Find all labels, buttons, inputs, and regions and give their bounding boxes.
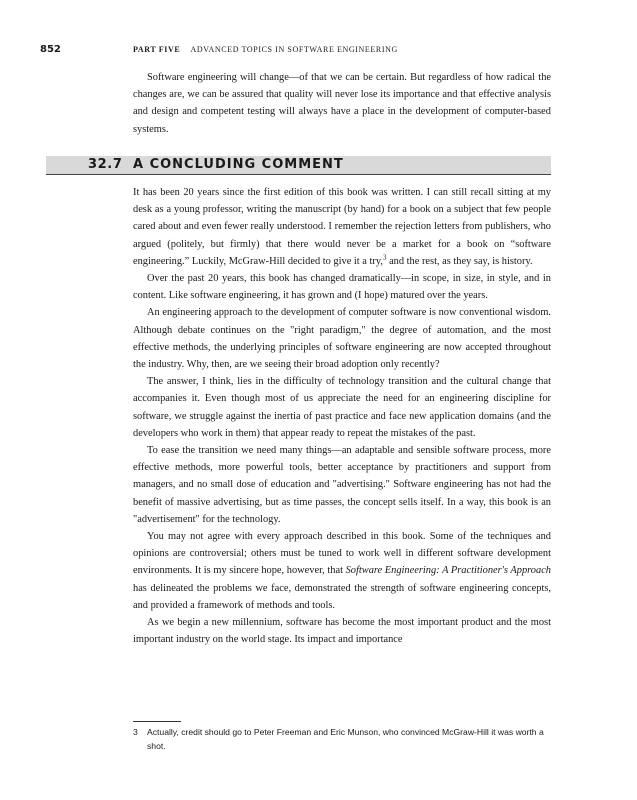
paragraph-1-tail: and the rest, as they say, is history. [386,255,533,267]
running-head [133,45,398,54]
intro-paragraph: Software engineering will change—of that we can be certain. But regardless of how radical the changes are, we can be assured that quality will never lose its importance and that effective analysis and design and competent testing will always have a place in the development of computer-based systems. [133,72,551,135]
section-heading [46,156,551,175]
footnote-rule [133,721,181,722]
footnote-text: Actually, credit should go to Peter Freeman and Eric Munson, who convinced McGraw-Hill it was worth a shot. [147,727,544,751]
paragraph-1 [133,184,551,270]
paragraph-2: Over the past 20 years, this book has changed dramatically—in scope, in size, in style, and in content. Like software engineering, it has grown and (I hope) matured over the years. [133,273,551,302]
paragraph-5: To ease the transition we need many things—an adaptable and sensible software process, more effective methods, more powerful tools, better acceptance by practitioners and support from managers, and no small dose of education and "advertising." Software engineering has not had the benefit of massive advertising, but as time passes, the concept sells itself. In a way, this book is an "advertisement" for the technology. [133,445,551,525]
paragraph-3: An engineering approach to the development of computer software is now conventional wisdom. Although debate continues on the "right paradigm," the degree of automation, and the most effective methods, the underlying principles of software engineering are now accepted throughout the industry. Why, then, are we seeing their broad adoption only recently? [133,307,551,371]
paragraph-6 [133,528,551,614]
part-title: ADVANCED TOPICS IN SOFTWARE ENGINEERING [190,45,398,54]
footnote [133,725,551,753]
paragraph-7: As we begin a new millennium, software has become the most important product and the most important industry on the world stage. Its impact and importance [133,617,551,646]
paragraph-6-text: You may not agree with every approach described in this book. Some of the techniques and opinions are controversial; others must be tuned to work well in different software development environments. It is my sincere hope, however, that [133,531,551,577]
footnote-reference: 3 [382,253,387,262]
paragraph-6-tail: has delineated the problems we face, demonstrated the strength of software engineering concepts, and provided a framework of methods and tools. [133,582,551,611]
intro-text [133,69,551,138]
page-number: 852 [40,44,61,55]
paragraph-4: The answer, I think, lies in the difficulty of technology transition and the cultural change that accompanies it. Even though most of us appreciate the need for an engineering discipline for software, we struggle against the inertia of past practice and face new application domains (and the developers who work in them) that appear ready to repeat the mistakes of the past. [133,376,551,439]
section-title: A CONCLUDING COMMENT [133,157,344,172]
section-body [133,184,551,648]
paragraph-1-text: It has been 20 years since the first edition of this book was written. I can still recall sitting at my desk as a young professor, writing the manuscript (by hand) for a book on a subject that few people cared about and even fewer really understood. I remember the rejection letters from publishers, who argued (politely, but firmly) that there would never be a market for a book on “software engineering.” Luckily, McGraw-Hill decided to give it a try, [133,187,551,267]
part-label: PART FIVE [133,45,181,54]
book-title: Software Engineering: A Practitioner's Approach [345,565,551,577]
section-number: 32.7 [88,157,123,172]
footnote-mark: 3 [133,727,138,737]
